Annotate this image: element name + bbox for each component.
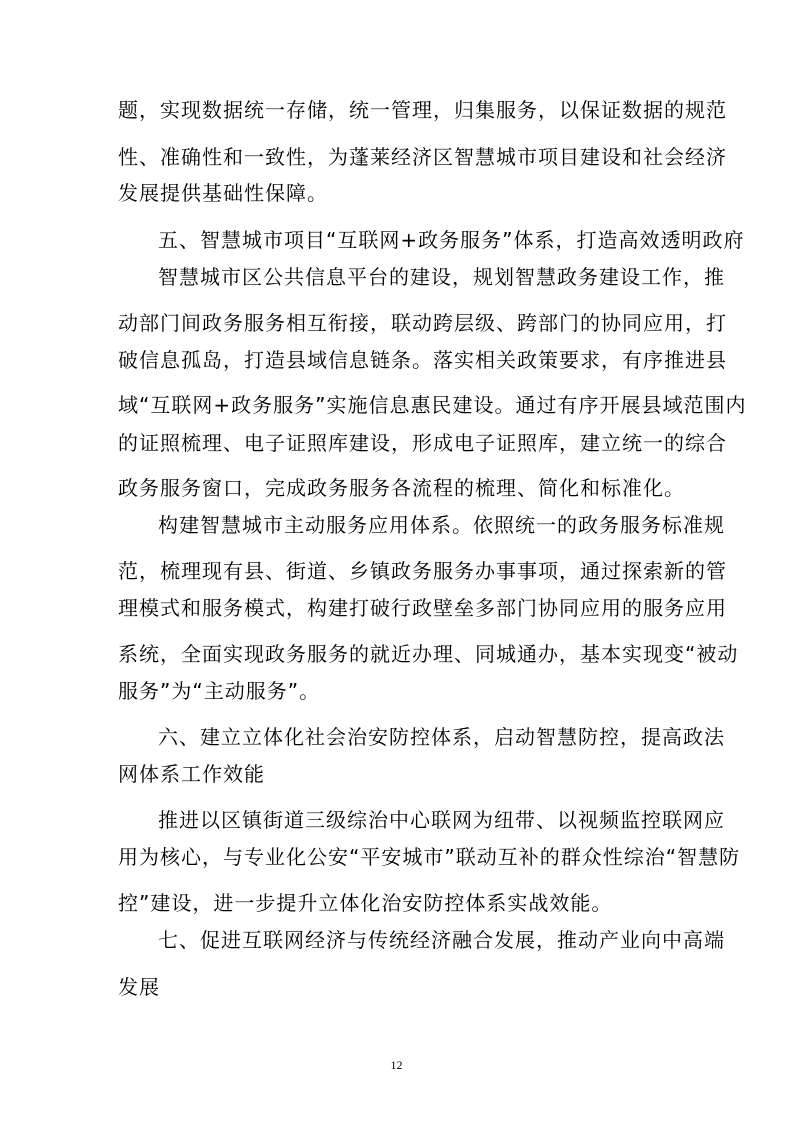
text-line: 系统，全面实现政务服务的就近办理、同城通办，基本实现变“被动 (118, 642, 739, 666)
text-line: 服务”为“主动服务”。 (118, 679, 321, 703)
text-line: 用为核心，与专业化公安“平安城市”联动互补的群众性综治“智慧防 (118, 845, 741, 869)
section-heading: 七、促进互联网经济与传统经济融合发展，推动产业向中高端 (158, 928, 725, 952)
section-heading: 五、智慧城市项目“互联网+政务服务”体系，打造高效透明政府 (158, 228, 745, 252)
section-heading-cont: 网体系工作效能 (118, 762, 265, 786)
text-line: 性、准确性和一致性，为蓬莱经济区智慧城市项目建设和社会经济 (118, 145, 727, 169)
section-heading-cont: 发展 (118, 975, 160, 999)
page-number: 12 (390, 1058, 403, 1072)
text-line: 动部门间政务服务相互衔接，联动跨层级、跨部门的协同应用，打 (118, 311, 727, 335)
text-line: 域“互联网+政务服务”实施信息惠民建设。通过有序开展县域范围内 (118, 393, 747, 417)
text-line: 题，实现数据统一存储，统一管理，归集服务，以保证数据的规范 (118, 98, 727, 122)
text-line: 政务服务窗口，完成政务服务各流程的梳理、简化和标准化。 (118, 476, 685, 500)
text-line: 智慧城市区公共信息平台的建设，规划智慧政务建设工作，推 (158, 265, 725, 289)
section-heading: 六、建立立体化社会治安防控体系，启动智慧防控，提高政法 (158, 725, 725, 749)
text-line: 发展提供基础性保障。 (118, 181, 328, 205)
text-line: 的证照梳理、电子证照库建设，形成电子证照库，建立统一的综合 (118, 431, 727, 455)
text-line: 控”建设，进一步提升立体化治安防控体系实战效能。 (118, 891, 613, 915)
text-line: 推进以区镇街道三级综治中心联网为纽带、以视频监控联网应 (158, 808, 725, 832)
text-line: 理模式和服务模式，构建打破行政壁垒多部门协同应用的服务应用 (118, 596, 727, 620)
text-line: 范，梳理现有县、街道、乡镇政务服务办事事项，通过探索新的管 (118, 559, 727, 583)
text-line: 破信息孤岛，打造县域信息链条。落实相关政策要求，有序推进县 (118, 348, 727, 372)
text-line: 构建智慧城市主动服务应用体系。依照统一的政务服务标准规 (158, 513, 725, 537)
